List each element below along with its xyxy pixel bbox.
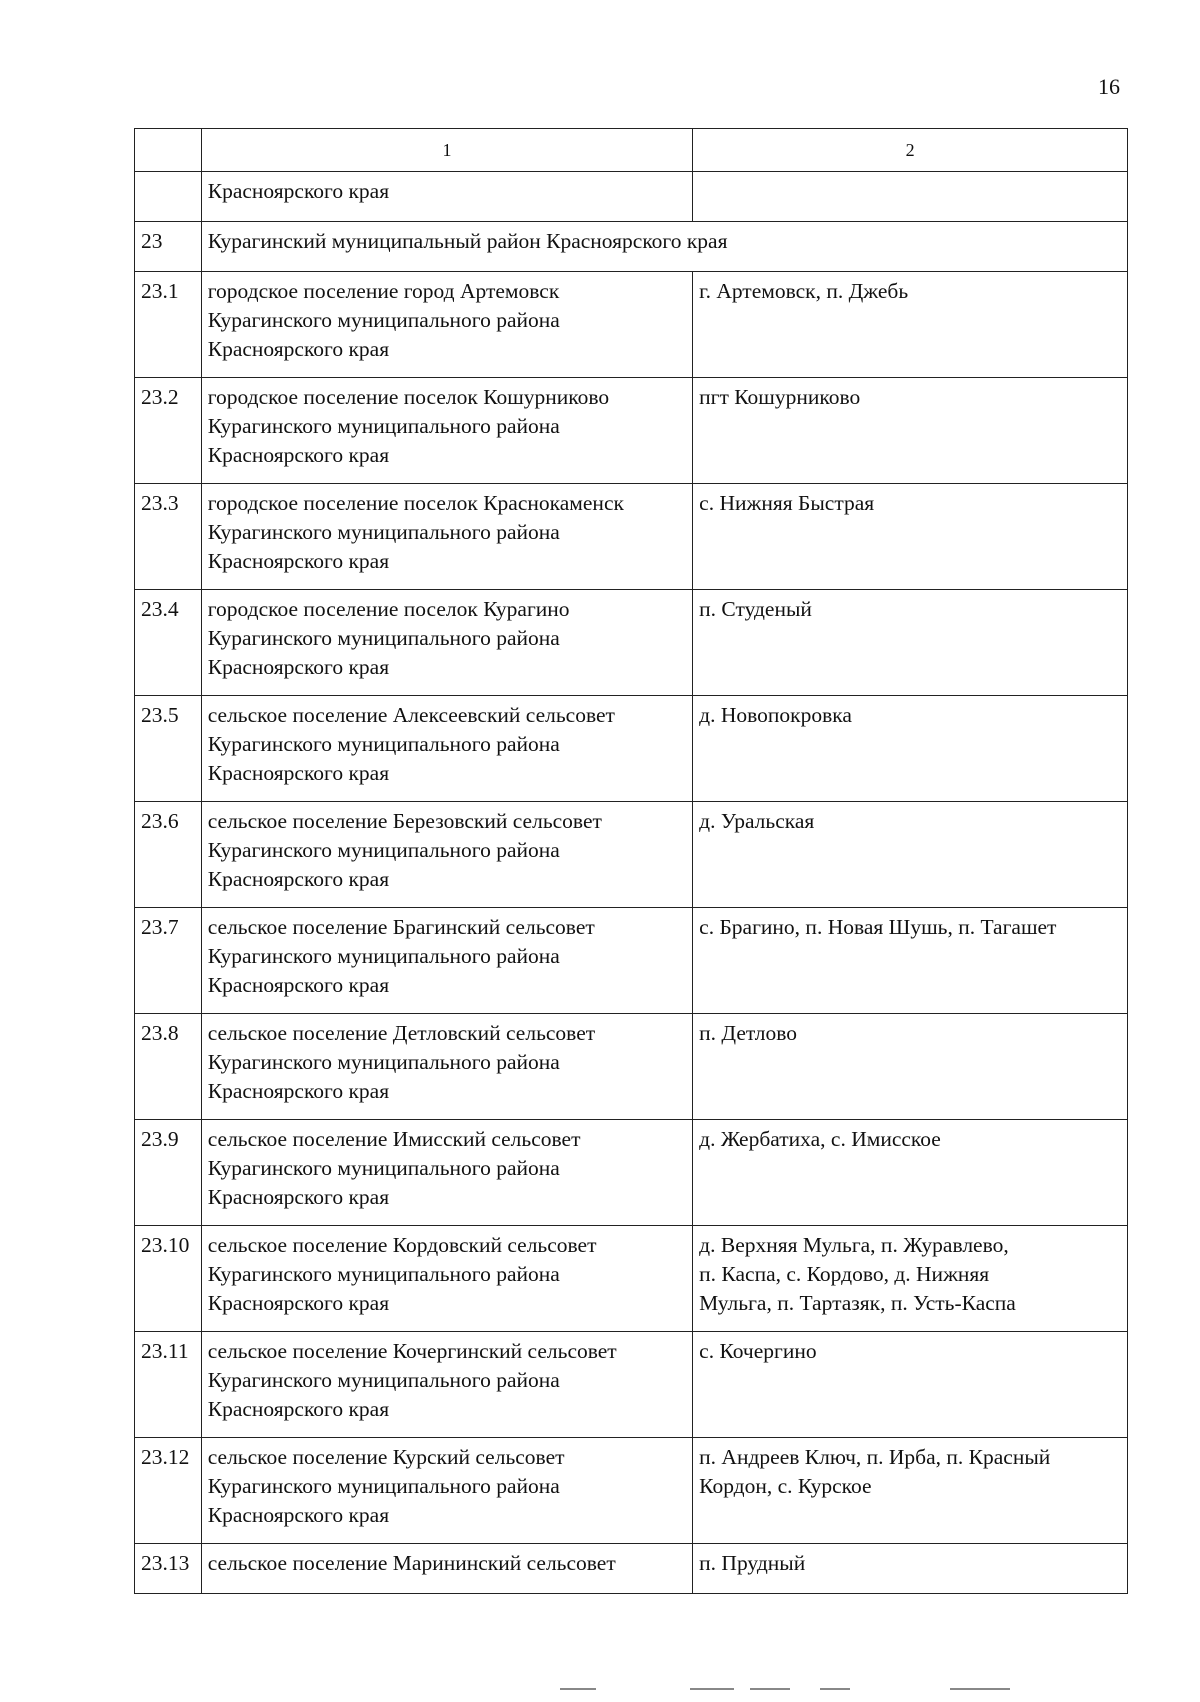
row-number: 23.7 [135,908,202,1014]
municipality-name-line: сельское поселение Имисский сельсовет [207,1127,581,1151]
municipality-name-line: сельское поселение Курский сельсовет [207,1445,565,1469]
municipality-name-line: Красноярского края [207,867,390,891]
table-row [135,590,1128,696]
settlements-table [134,128,1128,1594]
settlements-list: д. Верхняя Мульга, п. Журавлево, п. Каспа, с. Кордово, д. Нижняя Мульга, п. Тартазяк, п. Усть-Каспа [693,1226,1128,1332]
municipality-name [201,802,692,908]
settlements-list: с. Брагино, п. Новая Шушь, п. Тагашет [693,908,1128,1014]
municipality-name-line: Курагинского муниципального района [207,1156,560,1180]
municipality-name-line: Курагинского муниципального района [207,732,560,756]
settlements-list: п. Студеный [693,590,1128,696]
row-number: 23.6 [135,802,202,908]
table-row [135,696,1128,802]
municipality-name-line: сельское поселение Березовский сельсовет [207,809,602,833]
municipality-name [201,1120,692,1226]
settlements-list: г. Артемовск, п. Джебь [693,272,1128,378]
table-row [135,802,1128,908]
table-row [135,272,1128,378]
settlements-list: п. Прудный [693,1544,1128,1594]
municipality-name-line: Красноярского края [207,1397,390,1421]
municipality-name-line: Красноярского края [207,1185,390,1209]
municipality-name-line: Курагинского муниципального района [207,944,560,968]
municipality-name-line: Красноярского края [207,549,390,573]
row-number: 23.9 [135,1120,202,1226]
table-row [135,484,1128,590]
municipality-name-line: Курагинского муниципального района [207,1474,560,1498]
municipality-name-line: сельское поселение Детловский сельсовет [207,1021,596,1045]
settlements-list: с. Кочергино [693,1332,1128,1438]
municipality-name-line: Курагинского муниципального района [207,626,560,650]
table-row [135,378,1128,484]
settlements-list: д. Новопокровка [693,696,1128,802]
header-cell-col1: 1 [201,129,692,172]
row-number: 23.11 [135,1332,202,1438]
footer-scan-marks [560,1688,1080,1694]
settlements-list: п. Детлово [693,1014,1128,1120]
continuation-row [135,172,1128,222]
municipality-name-line: Курагинского муниципального района [207,1262,560,1286]
district-name: Курагинский муниципальный район Красноярского края [201,222,1127,272]
municipality-name [201,1438,692,1544]
district-num: 23 [135,222,202,272]
municipality-name-line: Красноярского края [207,1503,390,1527]
municipality-name-line: Красноярского края [207,337,390,361]
settlements-list: д. Жербатиха, с. Имисское [693,1120,1128,1226]
municipality-name [201,1226,692,1332]
municipality-name-line: Красноярского края [207,1079,390,1103]
municipality-name-line: Курагинского муниципального района [207,414,560,438]
municipality-name-line: городское поселение город Артемовск [207,279,560,303]
table-row [135,1544,1128,1594]
municipality-name-line: Курагинского муниципального района [207,1050,560,1074]
table-row [135,1120,1128,1226]
table-row [135,1332,1128,1438]
municipality-name-line: Курагинского муниципального района [207,520,560,544]
table-row [135,1438,1128,1544]
municipality-name-line: городское поселение поселок Кошурниково [207,385,610,409]
header-cell-col2: 2 [693,129,1128,172]
municipality-name [201,1014,692,1120]
municipality-name-line: Курагинского муниципального района [207,1368,560,1392]
municipality-name-line: Курагинского муниципального района [207,308,560,332]
row-number: 23.5 [135,696,202,802]
municipality-name-line: городское поселение поселок Краснокаменск [207,491,624,515]
municipality-name-line: Курагинского муниципального района [207,838,560,862]
row-number: 23.12 [135,1438,202,1544]
row-number: 23.4 [135,590,202,696]
municipality-name [201,484,692,590]
settlements-list: с. Нижняя Быстрая [693,484,1128,590]
continuation-places [693,172,1128,222]
settlements-list: пгт Кошурниково [693,378,1128,484]
settlements-list: п. Андреев Ключ, п. Ирба, п. Красный Кордон, с. Курское [693,1438,1128,1544]
table-row [135,1226,1128,1332]
municipality-name [201,272,692,378]
row-number: 23.3 [135,484,202,590]
municipality-name-line: Красноярского края [207,973,390,997]
municipality-name-line: Красноярского края [207,655,390,679]
row-number: 23.2 [135,378,202,484]
row-number: 23.1 [135,272,202,378]
municipality-name-line: сельское поселение Алексеевский сельсовет [207,703,615,727]
municipality-name [201,696,692,802]
municipality-name-line: городское поселение поселок Курагино [207,597,570,621]
municipality-name [201,590,692,696]
district-row [135,222,1128,272]
municipality-name-line: сельское поселение Кочергинский сельсовет [207,1339,617,1363]
municipality-name: сельское поселение Марининский сельсовет [201,1544,692,1594]
municipality-name-line: Красноярского края [207,1291,390,1315]
row-number: 23.8 [135,1014,202,1120]
continuation-name: Красноярского края [201,172,692,222]
row-number: 23.10 [135,1226,202,1332]
continuation-num [135,172,202,222]
municipality-name [201,908,692,1014]
municipality-name-line: сельское поселение Брагинский сельсовет [207,915,595,939]
header-cell-num [135,129,202,172]
municipality-name-line: Красноярского края [207,761,390,785]
table-row [135,908,1128,1014]
page-number: 16 [1098,74,1120,99]
table-row [135,1014,1128,1120]
municipality-name-line: Красноярского края [207,443,390,467]
row-number: 23.13 [135,1544,202,1594]
municipality-name [201,1332,692,1438]
municipality-name [201,378,692,484]
table-header-row [135,129,1128,172]
municipality-name-line: сельское поселение Кордовский сельсовет [207,1233,597,1257]
settlements-list: д. Уральская [693,802,1128,908]
